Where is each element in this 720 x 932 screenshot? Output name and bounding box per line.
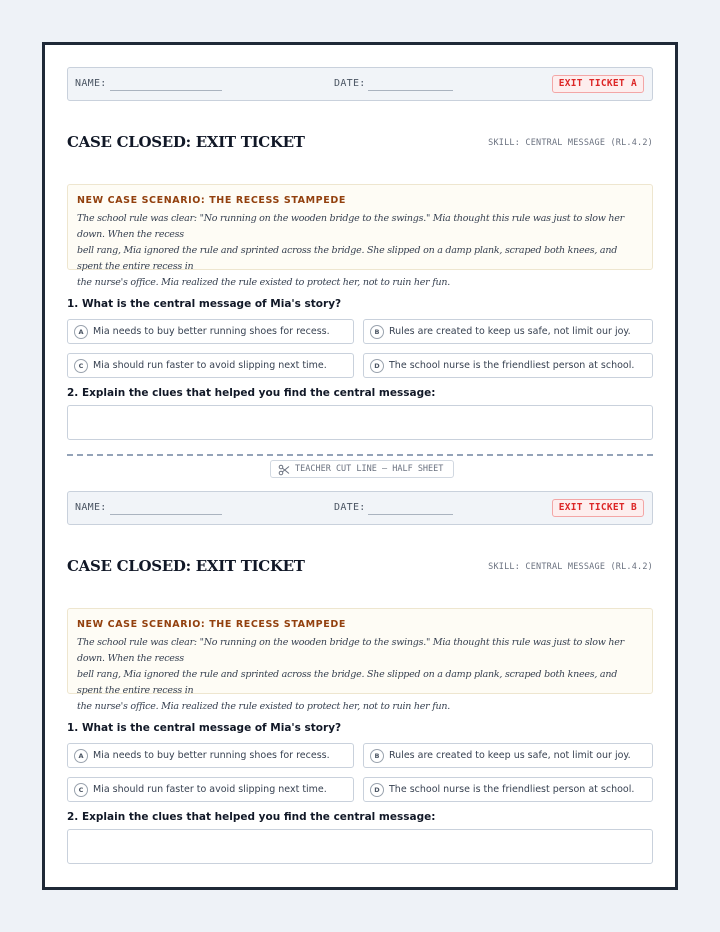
scissors-icon xyxy=(278,464,290,476)
ticket-badge: EXIT TICKET B xyxy=(552,499,644,517)
name-line[interactable] xyxy=(110,90,222,91)
ticket-title: CASE CLOSED: EXIT TICKET xyxy=(67,557,305,575)
scenario-line: bell rang, Mia ignored the rule and sprinted across the bridge. She slipped on a damp plank, scraped both knees, and spent the entire recess in xyxy=(77,245,618,272)
scenario-line: The school rule was clear: "No running on the wooden bridge to the swings." Mia thought this rule was just to slow her down. When the recess xyxy=(77,213,624,240)
ticket-title: CASE CLOSED: EXIT TICKET xyxy=(67,133,305,151)
choice-text: The school nurse is the friendliest person at school. xyxy=(389,360,635,371)
answer-box[interactable] xyxy=(67,829,653,864)
scenario-line: the nurse's office. Mia realized the rule existed to protect her, not to ruin her fun. xyxy=(77,277,450,288)
answer-box[interactable] xyxy=(67,405,653,440)
question-2: 2. Explain the clues that helped you find the central message: xyxy=(67,811,436,823)
choice-a[interactable] xyxy=(67,319,354,344)
name-line[interactable] xyxy=(110,514,222,515)
choice-text: The school nurse is the friendliest person at school. xyxy=(389,784,635,795)
choice-a[interactable] xyxy=(67,743,354,768)
student-info-bar xyxy=(67,491,653,525)
choice-letter: A xyxy=(74,325,88,339)
choice-text: Mia needs to buy better running shoes for recess. xyxy=(93,326,330,337)
choice-letter: D xyxy=(370,783,384,797)
choice-letter: C xyxy=(74,783,88,797)
cut-line-label xyxy=(270,460,454,478)
scenario-text xyxy=(77,635,643,715)
scenario-text xyxy=(77,211,643,291)
question-1: 1. What is the central message of Mia's story? xyxy=(67,722,342,734)
choice-letter: B xyxy=(370,749,384,763)
choice-letter: A xyxy=(74,749,88,763)
choice-d[interactable] xyxy=(363,353,653,378)
choice-text: Rules are created to keep us safe, not limit our joy. xyxy=(389,750,631,761)
choice-c[interactable] xyxy=(67,777,354,802)
scenario-title: NEW CASE SCENARIO: THE RECESS STAMPEDE xyxy=(77,195,346,206)
name-label: NAME: xyxy=(75,502,107,513)
choice-letter: C xyxy=(74,359,88,373)
choice-text: Rules are created to keep us safe, not limit our joy. xyxy=(389,326,631,337)
skill-label: SKILL: CENTRAL MESSAGE (RL.4.2) xyxy=(488,562,653,572)
choice-d[interactable] xyxy=(363,777,653,802)
cut-line xyxy=(67,454,653,456)
choice-text: Mia should run faster to avoid slipping next time. xyxy=(93,360,327,371)
choice-text: Mia needs to buy better running shoes for recess. xyxy=(93,750,330,761)
worksheet-page xyxy=(42,42,678,890)
scenario-box xyxy=(67,608,653,712)
choice-c[interactable] xyxy=(67,353,354,378)
ticket-badge: EXIT TICKET A xyxy=(552,75,644,93)
choice-b[interactable] xyxy=(363,743,653,768)
scenario-line: the nurse's office. Mia realized the rule existed to protect her, not to ruin her fun. xyxy=(77,701,450,712)
scenario-title: NEW CASE SCENARIO: THE RECESS STAMPEDE xyxy=(77,619,346,630)
date-line[interactable] xyxy=(368,90,453,91)
choice-text: Mia should run faster to avoid slipping next time. xyxy=(93,784,327,795)
scenario-line: The school rule was clear: "No running on the wooden bridge to the swings." Mia thought this rule was just to slow her down. When the recess xyxy=(77,637,624,664)
scenario-box xyxy=(67,184,653,288)
scenario-line: bell rang, Mia ignored the rule and sprinted across the bridge. She slipped on a damp plank, scraped both knees, and spent the entire recess in xyxy=(77,669,618,696)
choice-letter: D xyxy=(370,359,384,373)
question-2: 2. Explain the clues that helped you find the central message: xyxy=(67,387,436,399)
student-info-bar xyxy=(67,67,653,101)
cut-line-text: TEACHER CUT LINE — HALF SHEET xyxy=(295,464,444,474)
skill-label: SKILL: CENTRAL MESSAGE (RL.4.2) xyxy=(488,138,653,148)
date-label: DATE: xyxy=(334,502,366,513)
choice-b[interactable] xyxy=(363,319,653,344)
name-label: NAME: xyxy=(75,78,107,89)
date-label: DATE: xyxy=(334,78,366,89)
choice-letter: B xyxy=(370,325,384,339)
question-1: 1. What is the central message of Mia's story? xyxy=(67,298,342,310)
date-line[interactable] xyxy=(368,514,453,515)
